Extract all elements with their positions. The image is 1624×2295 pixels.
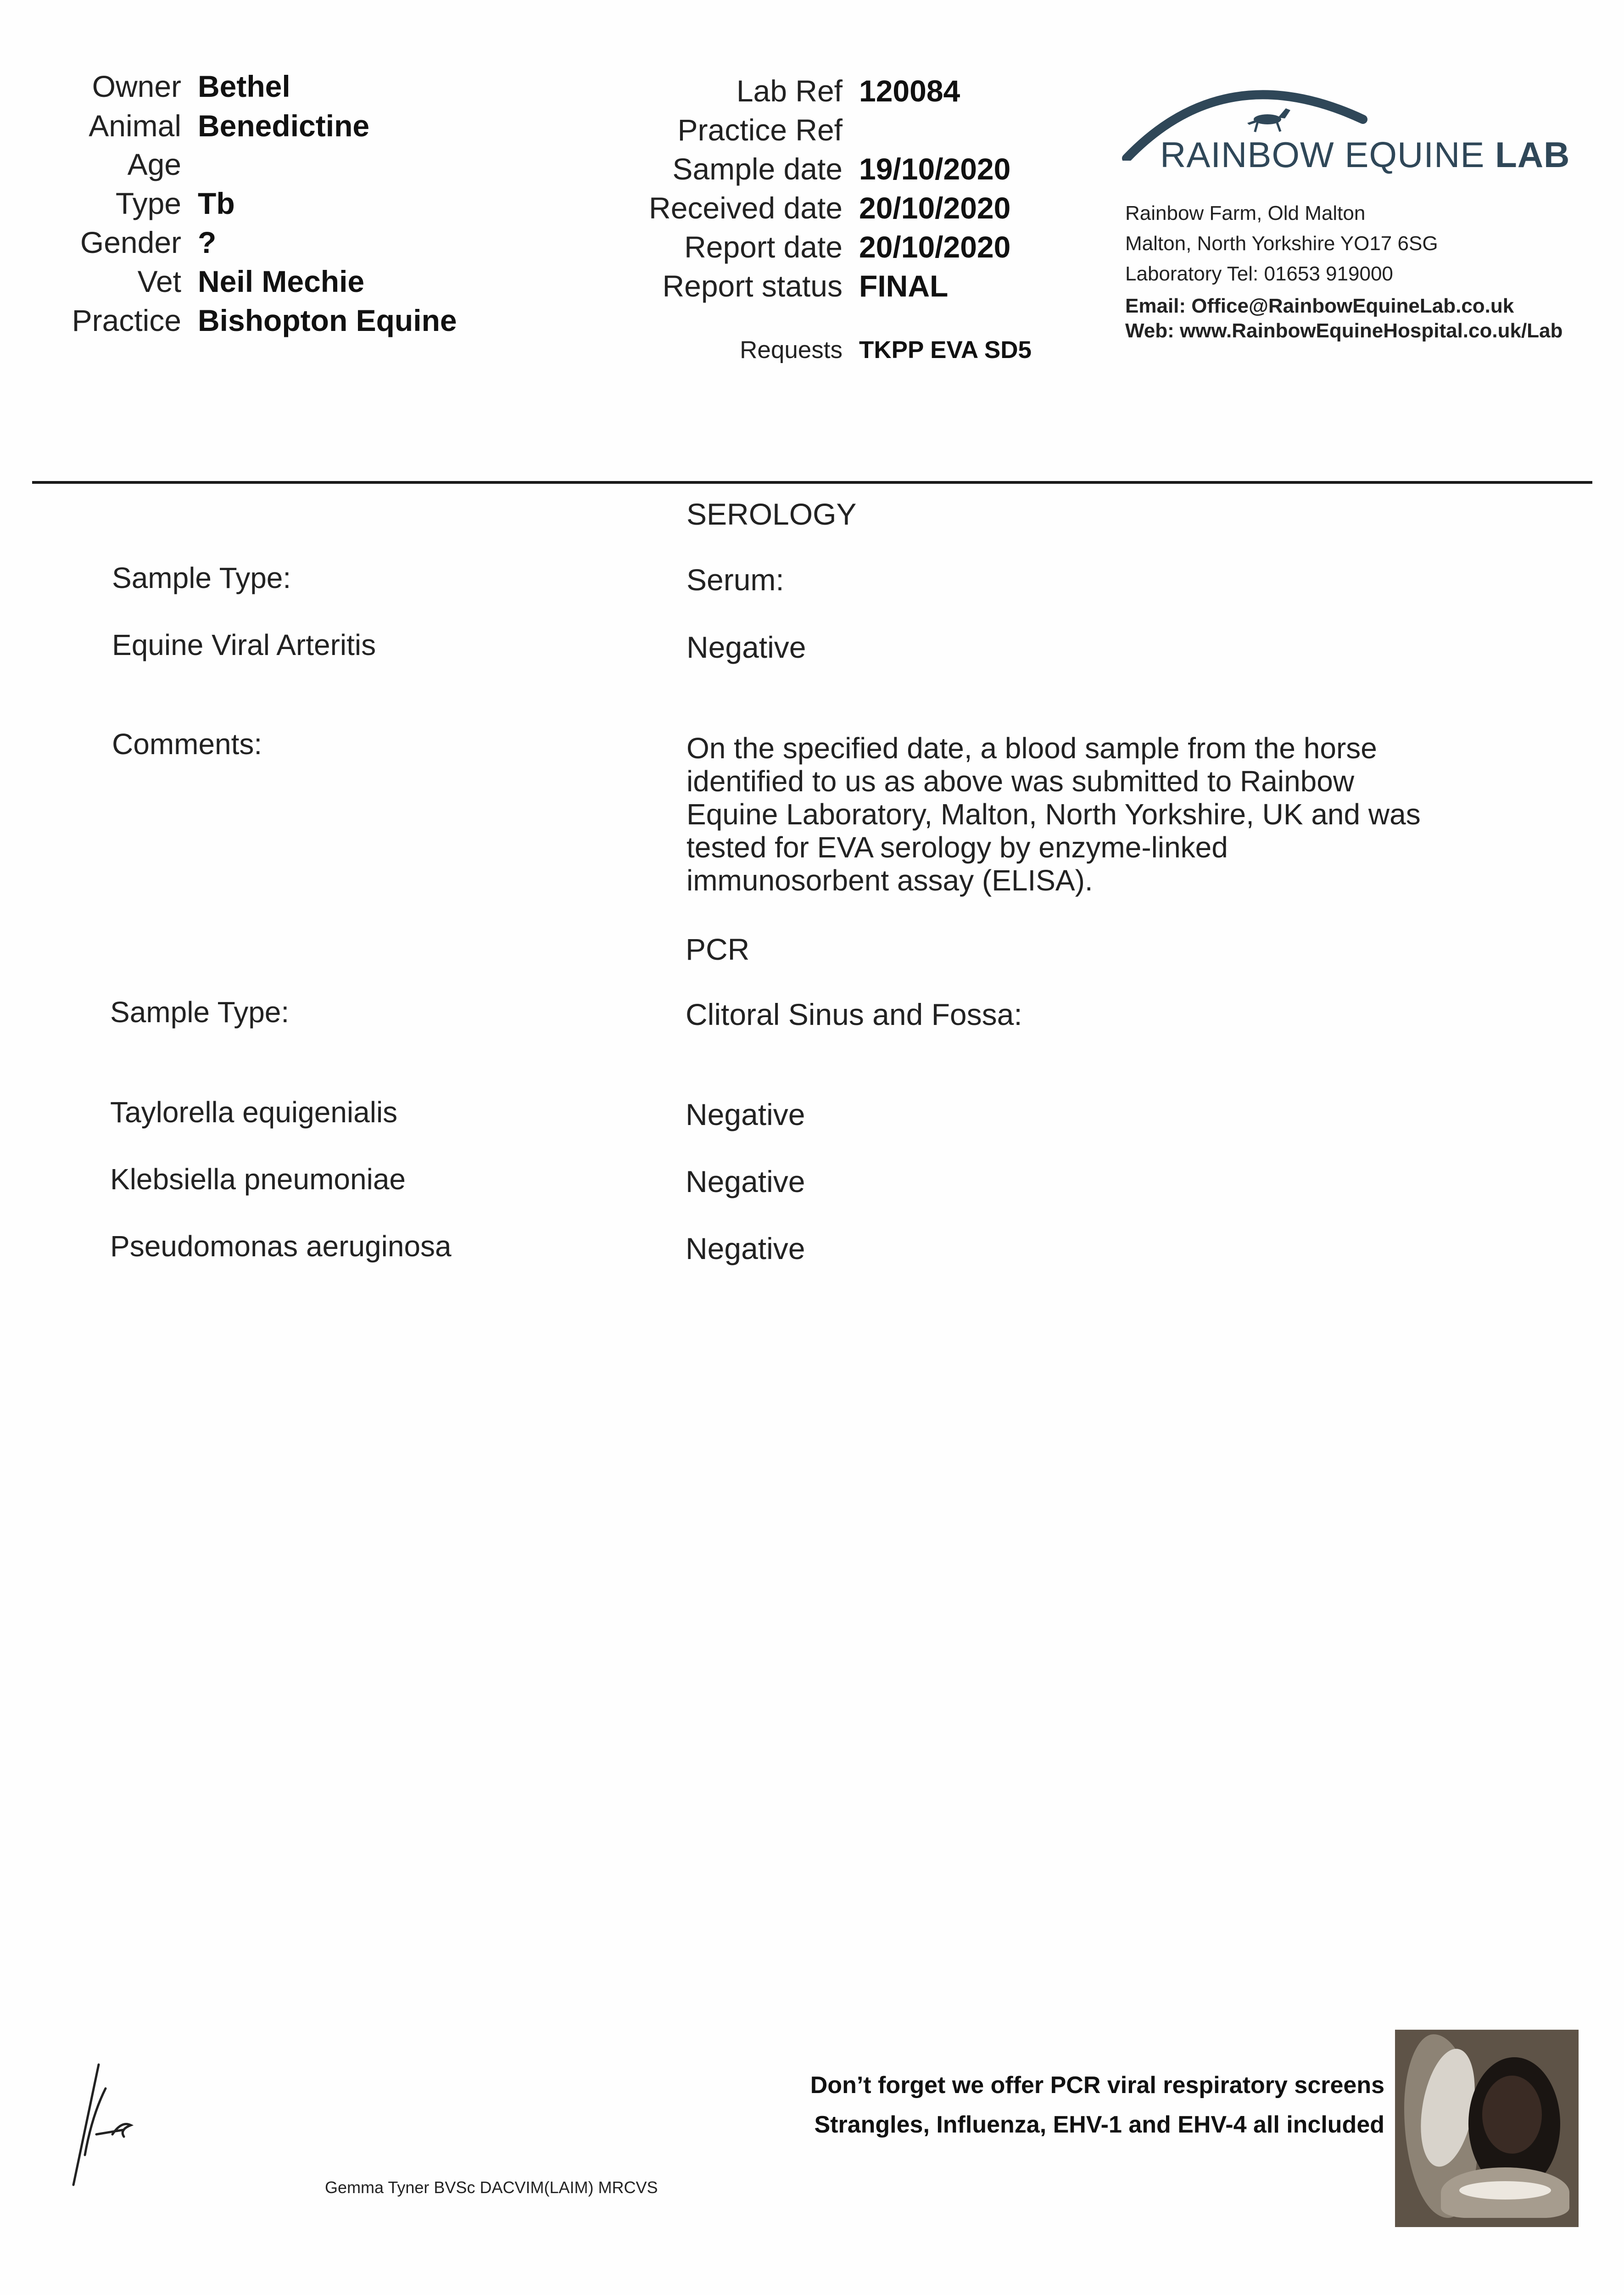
animal-label: Animal — [89, 109, 181, 143]
serology-sample-type-value: Serum: — [686, 563, 784, 597]
promo-line-2: Strangles, Influenza, EHV-1 and EHV-4 all included — [814, 2111, 1384, 2138]
pcr-test-result: Negative — [686, 1231, 805, 1265]
report-status-value: FINAL — [859, 269, 949, 303]
practice-value: Bishopton Equine — [198, 303, 457, 337]
owner-value: Bethel — [198, 69, 290, 103]
lab-logo-lab: LAB — [1495, 134, 1570, 175]
horse-nostril-photo — [1395, 2030, 1579, 2227]
lab-ref-row — [0, 73, 960, 108]
serology-title: SEROLOGY — [686, 497, 857, 531]
lab-web: Web: www.RainbowEquineHospital.co.uk/Lab — [1125, 319, 1563, 342]
promo-line-1: Don’t forget we offer PCR viral respiratory screens — [810, 2072, 1384, 2099]
sample-date-row — [0, 151, 1010, 186]
vet-label: Vet — [137, 264, 181, 298]
lab-address-line1: Rainbow Farm, Old Malton — [1125, 202, 1366, 224]
pcr-title: PCR — [686, 932, 750, 966]
pcr-sample-type-label: Sample Type: — [110, 996, 290, 1029]
requests-value: TKPP EVA SD5 — [859, 336, 1032, 364]
promo-block — [650, 2066, 1384, 2144]
lab-logo-main: RAINBOW EQUINE — [1160, 134, 1485, 175]
horse-icon — [1247, 108, 1290, 132]
pcr-test-name: Pseudomonas aeruginosa — [110, 1230, 452, 1263]
pcr-test-result: Negative — [686, 1164, 805, 1198]
lab-telephone: Laboratory Tel: 01653 919000 — [1125, 263, 1393, 285]
comments-label: Comments: — [112, 728, 262, 761]
lab-address-line2: Malton, North Yorkshire YO17 6SG — [1125, 232, 1438, 255]
comments-text: On the specified date, a blood sample from the horse identified to us as above was submitted to Rainbow Equine Laboratory, Malton, North Yorkshire, UK and was tested for EVA serology by enzyme-linked immunosorbent assay (ELISA). — [686, 732, 1421, 897]
lab-ref-value: 120084 — [859, 74, 960, 108]
signer-name: Gemma Tyner BVSc DACVIM(LAIM) MRCVS — [325, 2178, 658, 2197]
owner-label: Owner — [92, 69, 181, 103]
report-date-value: 20/10/2020 — [859, 230, 1011, 264]
pcr-test-name: Taylorella equigenialis — [110, 1096, 398, 1129]
age-label: Age — [127, 147, 181, 181]
type-label: Type — [115, 186, 181, 220]
requests-row — [0, 336, 1032, 364]
sample-date-label: Sample date — [672, 152, 843, 186]
report-status-row — [0, 269, 948, 303]
vet-value: Neil Mechie — [198, 264, 365, 298]
practice-ref-label: Practice Ref — [677, 113, 843, 147]
practice-row — [28, 303, 457, 338]
lab-email: Email: Office@RainbowEquineLab.co.uk — [1125, 295, 1514, 317]
serology-test-name: Equine Viral Arteritis — [112, 628, 376, 661]
pcr-test-name: Klebsiella pneumoniae — [110, 1163, 406, 1196]
type-value: Tb — [198, 186, 235, 220]
animal-value: Benedictine — [198, 109, 370, 143]
lab-logo-text — [1160, 134, 1570, 176]
serology-test-result: Negative — [686, 630, 806, 664]
practice-label: Practice — [72, 303, 181, 337]
header-divider — [32, 481, 1592, 484]
report-date-row — [0, 230, 1010, 264]
serology-sample-type-label: Sample Type: — [112, 561, 291, 594]
pcr-sample-type-value: Clitoral Sinus and Fossa: — [686, 997, 1022, 1031]
report-status-label: Report status — [662, 269, 843, 303]
practice-ref-row — [0, 112, 859, 147]
signature — [64, 2061, 174, 2194]
sample-date-value: 19/10/2020 — [859, 152, 1011, 186]
report-date-label: Report date — [684, 230, 843, 264]
lab-ref-label: Lab Ref — [736, 74, 843, 108]
gender-label: Gender — [80, 225, 181, 259]
received-date-value: 20/10/2020 — [859, 191, 1011, 225]
gender-value: ? — [198, 225, 217, 259]
requests-label: Requests — [740, 336, 843, 364]
received-date-row — [0, 190, 1010, 225]
lab-address-block — [1125, 198, 1563, 343]
pcr-test-result: Negative — [686, 1097, 805, 1131]
received-date-label: Received date — [649, 191, 843, 225]
